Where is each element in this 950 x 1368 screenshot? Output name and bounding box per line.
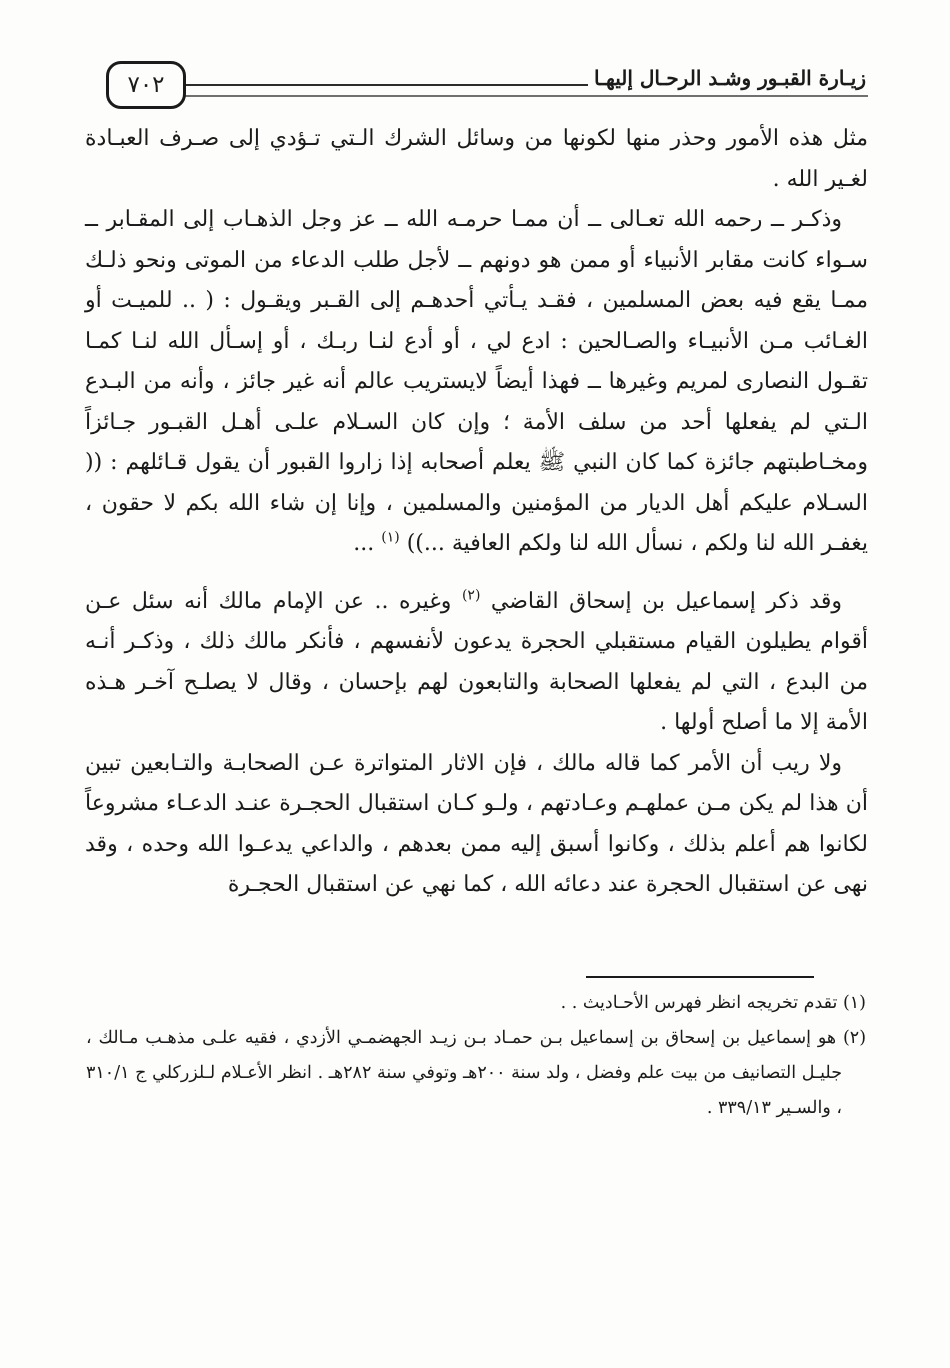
paragraph: مثل هذه الأمور وحذر منها لكونها من وسائل الشرك الـتي تـؤدي إلى صـرف العبـادة لغـير الله .	[85, 126, 868, 192]
book-title: زيـارة القبـور وشـد الرحـال إليهـا	[588, 64, 868, 92]
footnote-reference: (٢)	[461, 587, 481, 604]
page-number: ٧٠٢	[127, 72, 165, 98]
footnote-marker: (١)	[837, 993, 866, 1013]
footnote-reference: (١)	[381, 529, 400, 546]
paragraph: ولا ريب أن الأمر كما قاله مالك ، فإن الاثار المتواترة عـن الصحابـة والتـابعين تبين أن هذا لم يكن مـن عملهـم وعـادتهم ، ولـو كـان استقبال الحجـرة عنـد الدعـاء مشروعاً لكانوا هم أعلم بذلك ، وكانوا أسبق إليه ممن بعدهم ، والداعي يدعـوا الله وحده ، وقد نهى عن استقبال الحجرة عند دعائه الله ، كما نهي عن استقبال الحجـرة	[85, 750, 868, 897]
body-text	[85, 119, 868, 906]
header-rule-bottom	[182, 95, 868, 97]
header-rule-top	[182, 84, 620, 86]
footnote-separator	[586, 976, 814, 978]
paragraph: وذكـر ــ رحمه الله تعـالى ــ أن ممـا حرمـه الله ــ عز وجل الذهـاب إلى المقـابر ــ سـواء كانت مقابر الأنبياء أو ممن هو دونهم ــ لأجل طلب الدعاء من الموتى ونحو ذلـك ممـا يقع فيه بعض المسلمين ، فقـد يـأتي أحدهـم إلى القـبر ويقـول : ( .. للميـت أو الغـائب مـن الأنبيـاء والصـالحين : ادع لي ، أو أدع لنـا ربـك ، أو إسـأل الله لنـا كمـا تقـول النصارى لمريم وغيرها ــ فهذا أيضاً لايستريب عالم أنه غير جائز ، وأنه من البـدع الـتي لم يفعلها أحد من سلف الأمة ؛ وإن كان السـلام علـى أهـل القبـور جـائزاً ومخـاطبتهم جائزة كما كان النبي ﷺ يعلم أصحابه إذا زاروا القبور أن يقول قـائلهم : (( السـلام عليكم أهل الديار من المؤمنين والمسلمين ، وإنا إن شاء الله بكم لا حقون ، يغفـر الله لنا ولكم ، نسأل الله لنا ولكم العافية ...)) $^{(١)}$ ...	[85, 207, 868, 556]
footnotes	[86, 986, 866, 1126]
footnote: (٢) هو إسماعيل بن إسحاق بن إسماعيل بـن حمـاد بـن زيـد الجهضمـي الأزدي ، فقيه علـى مذهـب مـالك ، جليـل التصانيف من بيت علم وفضل ، ولد سنة ٢٠٠هـ وتوفي سنة ٢٨٢هـ . انظر الأعـلام لـلزركلي ج ٣١٠/١ ، والسـير ٣٣٩/١٣ .	[86, 1028, 867, 1118]
page-number-box	[106, 61, 186, 109]
footnote: (١) تقدم تخريجه انظر فهرس الأحـاديث . .	[560, 993, 866, 1013]
footnote-marker: (٢)	[836, 1028, 867, 1048]
paragraph: وقد ذكر إسماعيل بن إسحاق القاضي $^{(٢)}$ وغيره .. عن الإمام مالك أنه سئل عـن أقوام يطيلون القيام مستقبلي الحجرة يدعون لأنفسهم ، فأنكر مالك ذلك ، وذكـر أنـه من البدع ، التي لم يفعلها الصحابة والتابعون لهم بإحسان ، وقال لا يصلـح آخـر هـذه الأمة إلا ما أصلح أولها .	[85, 587, 868, 735]
